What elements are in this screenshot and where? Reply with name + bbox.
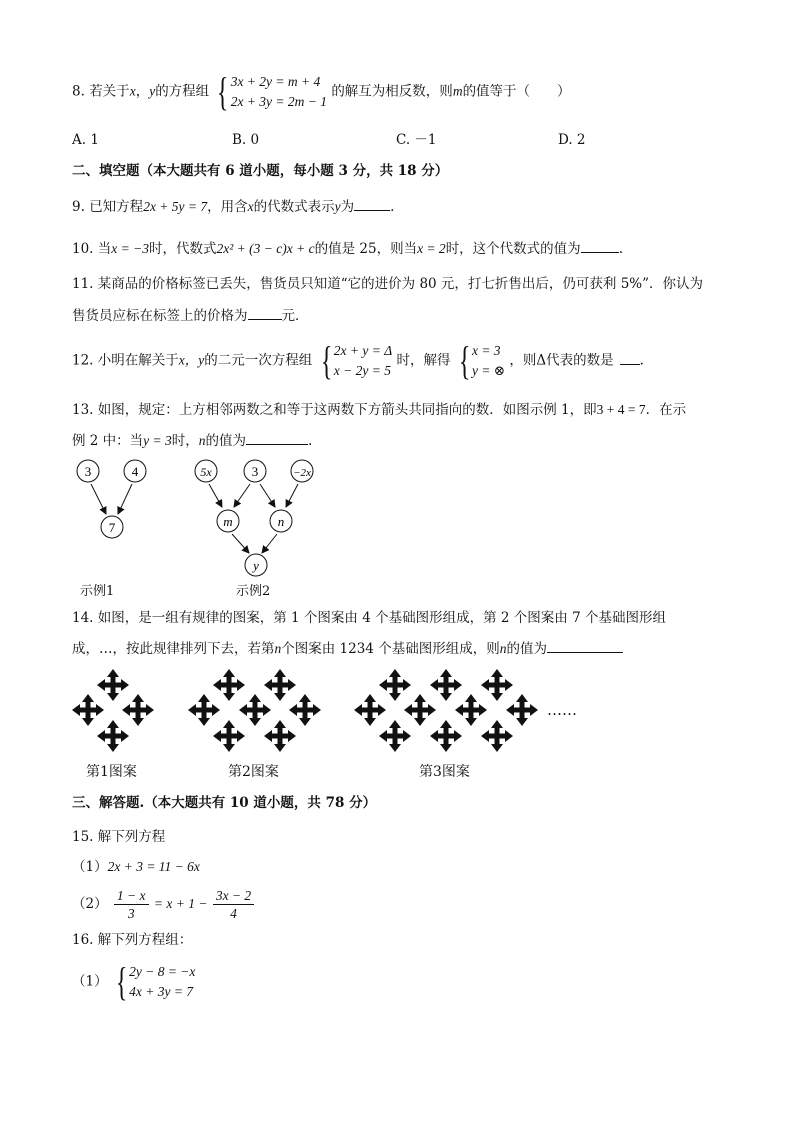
arrow — [260, 484, 275, 507]
node-label: −2x — [293, 467, 311, 479]
node-label: 7 — [108, 520, 116, 535]
equation-system: { 2x + y = Δ x − 2y = 5 — [320, 338, 393, 383]
question-9: 9. 已知方程2x + 5y = 7，用含x的代数式表示y为 . — [72, 196, 394, 217]
pattern-3-label: 第3图案 — [419, 764, 470, 780]
cross-arrow-icon — [379, 720, 411, 752]
question-11-line2: 售货员应标在标签上的价格为 元． — [72, 305, 309, 326]
cross-arrow-icon — [122, 694, 154, 726]
arrow — [286, 484, 298, 507]
option-d: D. 2 — [558, 132, 586, 148]
question-15-part-1: （1）2x + 3 = 11 − 6x — [72, 859, 200, 875]
question-8: 8. 若关于x，y的方程组 { 3x + 2y = m + 4 2x + 3y = 2m − 1 的解互为相反数，则m的值等于（ ） — [72, 69, 571, 114]
question-16-title: 16. 解下列方程组： — [72, 932, 193, 948]
cross-arrow-icon — [506, 694, 538, 726]
pattern-figure — [0, 660, 794, 760]
option-c: C. －1 — [396, 132, 437, 148]
arrow — [262, 534, 277, 553]
cross-arrow-icon — [379, 669, 411, 701]
cross-arrow-icon — [97, 720, 129, 752]
cross-arrow-icon — [97, 669, 129, 701]
node-label: y — [253, 558, 259, 573]
cross-arrow-icon — [404, 694, 436, 726]
question-11-line1: 11. 某商品的价格标签已丢失，售货员只知道“它的进价为 80 元，打七折售出后，仍可获利 5%”．你认为 — [72, 276, 704, 292]
pattern-1-label: 第1图案 — [86, 764, 137, 780]
cross-arrow-icon — [481, 669, 513, 701]
cross-arrow-icon — [289, 694, 321, 726]
pattern-1 — [72, 669, 154, 752]
answer-blank — [248, 305, 282, 320]
example-2-diagram — [195, 460, 313, 576]
example-1-label: 示例1 — [80, 584, 115, 599]
node-label: 5x — [200, 465, 212, 479]
question-15-title: 15. 解下列方程 — [72, 829, 166, 845]
answer-blank — [547, 638, 623, 653]
question-12: 12. 小明在解关于x，y的二元一次方程组 { 2x + y = Δ x − 2y = 5 时，解得 { x = 3 y = ⊗ ，则Δ代表的数是 . — [72, 338, 644, 383]
section-3-title: 三、解答题.（本大题共有 10 道小题，共 78 分） — [72, 795, 377, 811]
pattern-2 — [188, 669, 321, 752]
question-13-line2: 例 2 中：当y = 3时，n的值为 . — [72, 430, 312, 451]
node-label: 3 — [84, 464, 92, 479]
cross-arrow-icon — [213, 669, 245, 701]
question-13-line1: 13. 如图，规定：上方相邻两数之和等于这两数下方箭头共同指向的数．如图示例 1，即3 + 4 = 7．在示 — [72, 402, 687, 418]
question-14-line1: 14. 如图，是一组有规律的图案，第 1 个图案由 4 个基础图形组成，第 2 个图案由 7 个基础图形组 — [72, 610, 666, 626]
question-10: 10. 当x = −3时，代数式2x² + (3 − c)x + c的值是 25，则当x = 2时，这个代数式的值为 . — [72, 238, 623, 259]
answer-blank — [620, 350, 640, 365]
arrow — [232, 534, 249, 553]
cross-arrow-icon — [481, 720, 513, 752]
cross-arrow-icon — [264, 720, 296, 752]
answer-blank — [246, 430, 308, 445]
answer-blank — [354, 196, 390, 211]
node-label: m — [223, 514, 233, 529]
cross-arrow-icon — [430, 669, 462, 701]
cross-arrow-icon — [72, 694, 104, 726]
example-1-diagram — [77, 460, 146, 538]
equation-system: { 3x + 2y = m + 4 2x + 3y = 2m − 1 — [217, 69, 328, 114]
equation-system: { 2y − 8 = −x 4x + 3y = 7 — [115, 959, 196, 1004]
option-a: A. 1 — [72, 132, 99, 148]
arrow — [209, 484, 222, 507]
arrow — [234, 484, 250, 507]
cross-arrow-icon — [213, 720, 245, 752]
node-label: 3 — [251, 464, 259, 479]
question-15-part-2: （2） $\frac{1 - x}{3}$ = x + 1 − $\frac{3x - 2}{4}$ — [72, 885, 256, 923]
solution-system: { x = 3 y = ⊗ — [458, 338, 506, 383]
fraction: $\frac{1 - x}{3}$ — [114, 887, 149, 922]
arrow — [118, 484, 132, 514]
cross-arrow-icon — [455, 694, 487, 726]
option-b: B. 0 — [232, 132, 260, 148]
arrow-diagram — [60, 452, 340, 602]
pattern-2-label: 第2图案 — [228, 764, 279, 780]
cross-arrow-icon — [264, 669, 296, 701]
node-label: 4 — [131, 464, 139, 479]
section-2-title: 二、填空题（本大题共有 6 道小题，每小题 3 分，共 18 分） — [72, 163, 449, 179]
cross-arrow-icon — [354, 694, 386, 726]
arrow — [91, 484, 106, 514]
cross-arrow-icon — [430, 720, 462, 752]
question-14-line2: 成，…，按此规律排列下去，若第n个图案由 1234 个基础图形组成，则n的值为 — [72, 638, 623, 659]
pattern-ellipsis: …… — [547, 701, 577, 719]
cross-arrow-icon — [239, 694, 271, 726]
answer-blank — [581, 238, 619, 253]
fraction: $\frac{3x - 2}{4}$ — [213, 887, 254, 922]
question-16-part-1: （1） { 2y − 8 = −x 4x + 3y = 7 — [72, 959, 196, 1004]
example-2-label: 示例2 — [236, 584, 271, 599]
cross-arrow-icon — [188, 694, 220, 726]
node-label: n — [277, 514, 285, 529]
pattern-3 — [354, 669, 538, 752]
